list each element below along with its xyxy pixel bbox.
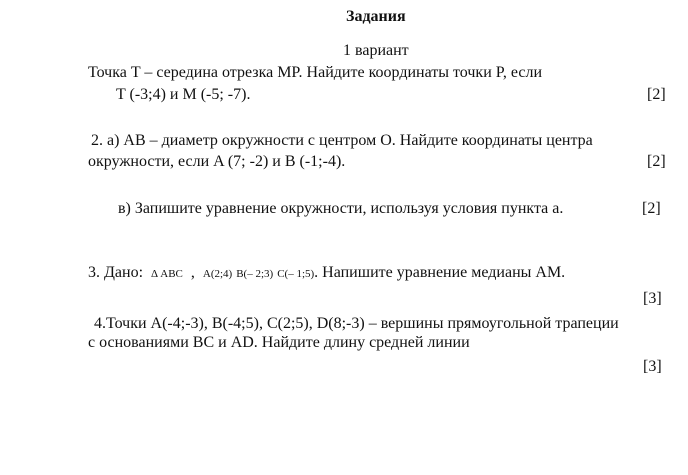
task-4-line-1: 4.Точки A(-4;-3), B(-4;5), C(2;5), D(8;-3) – вершины прямоугольной трапеции [94,315,619,332]
task-3-comma: , [190,264,195,281]
task-1-line-1: Точка T – середина отрезка MP. Найдите координаты точки P, если [88,64,543,81]
variant-label: 1 вариант [343,42,409,59]
task-3-point-b: B(– 2;3) [236,268,274,280]
task-1-line-2: T (-3;4) и M (-5; -7). [116,86,251,103]
task-2a-mark: [2] [647,153,666,170]
task-1-mark: [2] [647,86,666,103]
task-3-point-c: C(– 1;5) [277,268,315,280]
task-3-line [88,263,565,284]
task-3-triangle: Δ ABC [151,268,183,280]
task-3-mark: [3] [643,290,662,307]
task-2b-mark: [2] [642,200,661,217]
task-4-mark: [3] [643,358,662,375]
task-4-line-2: с основаниями BC и AD. Найдите длину средней линии [88,334,470,351]
task-2b-line: в) Запишите уравнение окружности, используя условия пункта а. [118,200,564,217]
task-3-suffix: . Напишите уравнение медианы AM. [314,264,566,281]
task-2-line-1: 2. а) AB – диаметр окружности с центром O. Найдите координаты центра [91,132,593,149]
task-3-prefix: 3. Дано: [88,264,144,281]
task-3-point-a: A(2;4) [202,268,233,280]
task-2-line-2: окружности, если A (7; -2) и B (-1;-4). [88,153,346,170]
page-title: Задания [346,8,406,25]
